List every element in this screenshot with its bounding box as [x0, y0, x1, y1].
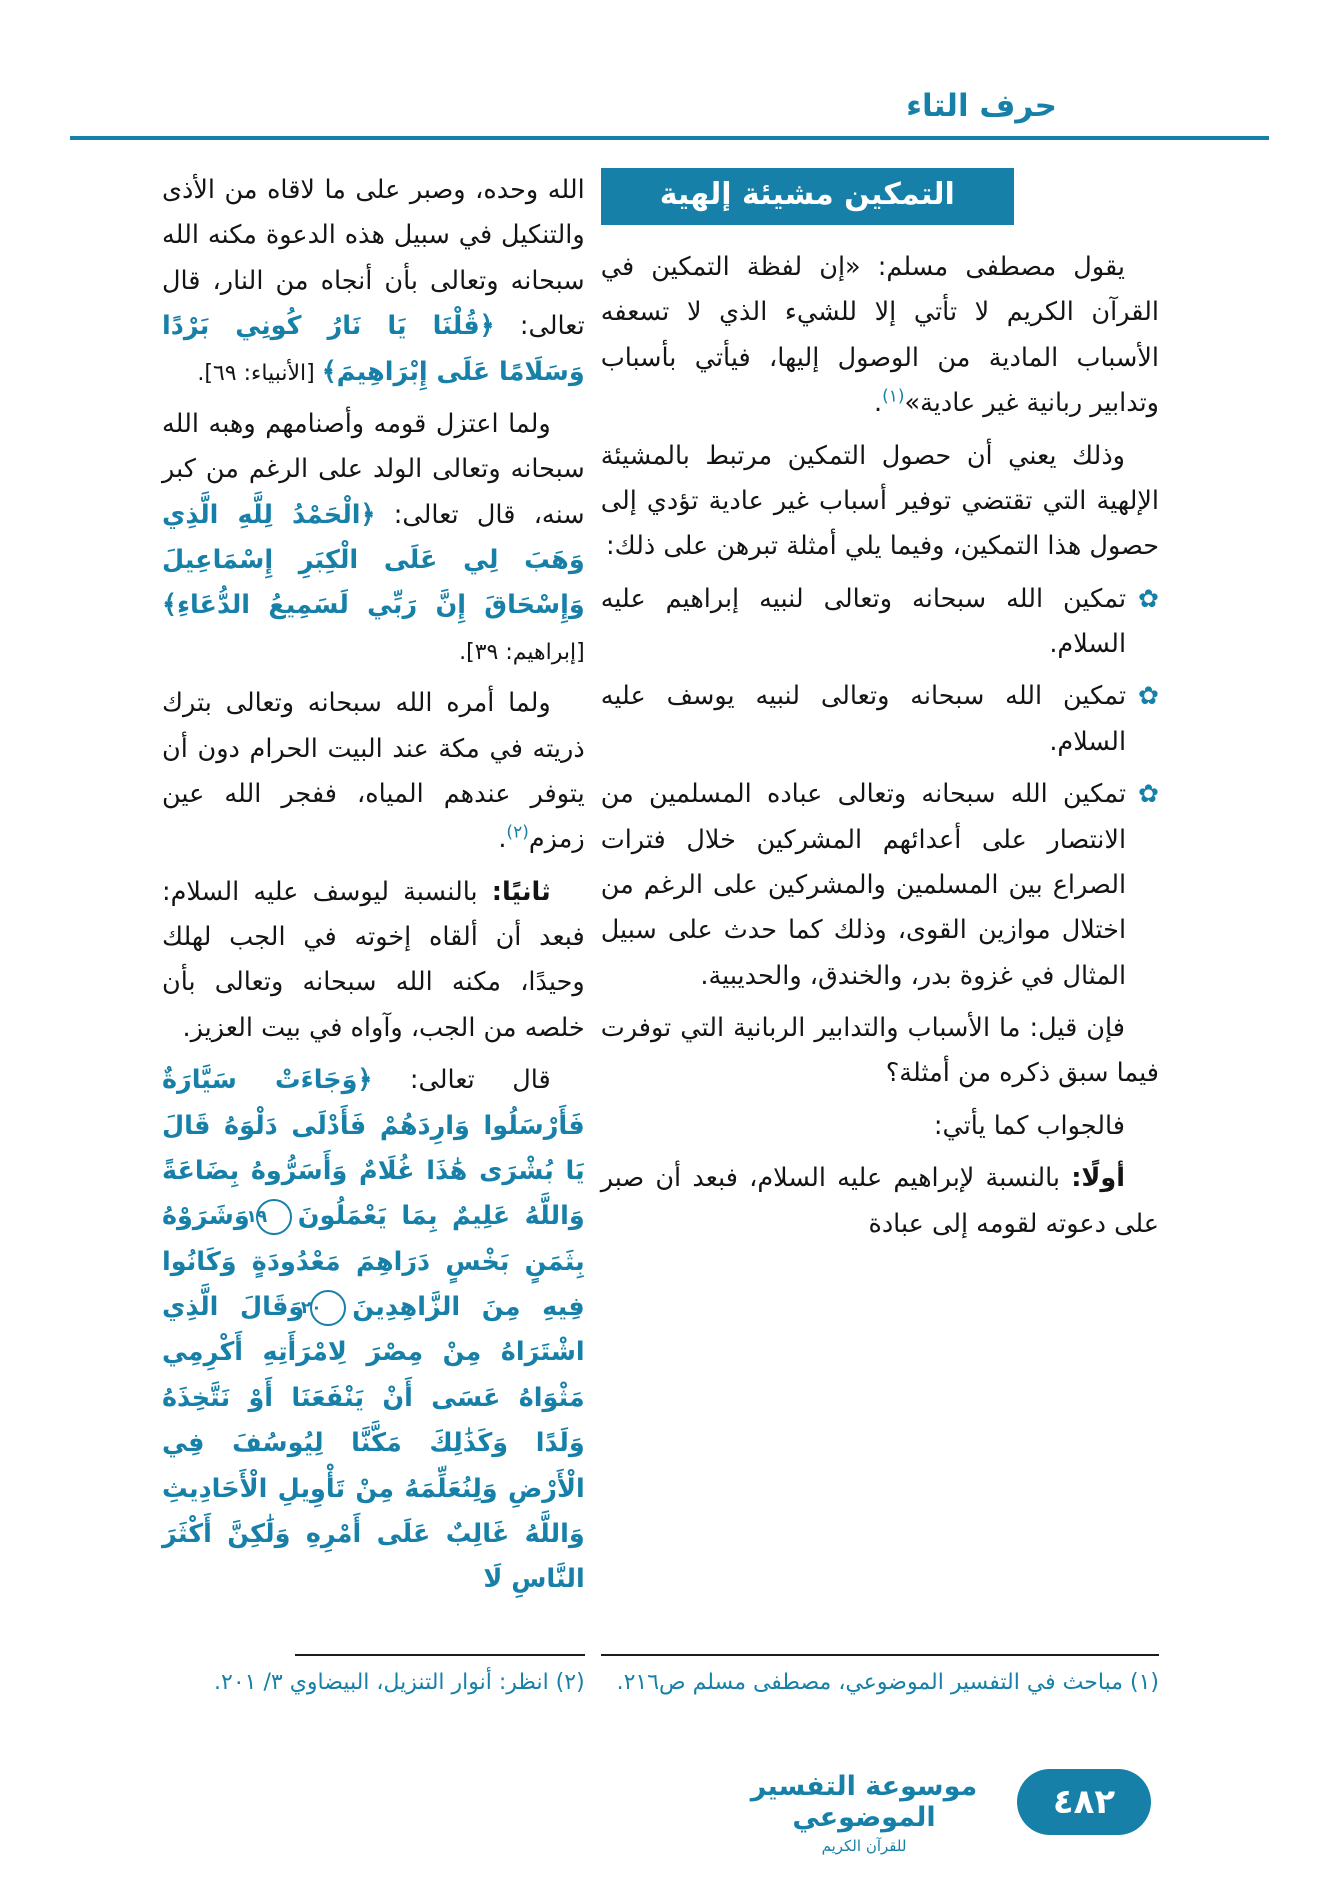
- publisher-emblem: [719, 1771, 1009, 1855]
- list-item: [601, 674, 1159, 772]
- paragraph-text: .: [873, 388, 883, 419]
- quran-verse: وَقَالَ الَّذِي اشْتَرَاهُ مِنْ مِصْرَ لِامْرَأَتِهِ أَكْرِمِي مَثْوَاهُ عَسَى أَنْ يَنْفَعَنَا أَوْ نَتَّخِذَهُ وَلَدًا وَكَذَٰلِكَ مَكَّنَّا لِيُوسُفَ فِي الْأَرْضِ وَلِنُعَلِّمَهُ مِنْ تَأْوِيلِ الْأَحَادِيثِ وَاللَّهُ غَالِبٌ عَلَى أَمْرِهِ وَلَٰكِنَّ أَكْثَرَ النَّاسِ لَا: [162, 1292, 585, 1595]
- paragraph-text: ولما أمره الله سبحانه وتعالى بترك ذريته في مكة عند البيت الحرام دون أن يتوفر عندهم المياه، ففجر الله عين زمزم: [162, 688, 585, 855]
- publisher-emblem-title: موسوعة التفسير الموضوعي: [750, 1771, 978, 1833]
- footnote-ref: (١): [882, 386, 905, 407]
- flower-bullet-icon: ✿: [1138, 779, 1159, 809]
- page-number-badge: ٤٨٢: [1017, 1769, 1151, 1835]
- publisher-emblem-subtitle: للقرآن الكريم: [821, 1837, 907, 1855]
- paragraph-text: يقول مصطفى مسلم: «إن لفظة التمكين في القرآن الكريم لا تأتي إلا للشيء الذي لا تسعفه الأسباب المادية من الوصول إليها، فيأتي بأسباب وتدابير ربانية غير عادية»: [600, 252, 1159, 419]
- paragraph: [162, 870, 585, 1052]
- footnote-area: [162, 1644, 585, 1700]
- ordinal-lead: أولًا:: [1071, 1163, 1125, 1194]
- two-column-layout: [0, 140, 1339, 1700]
- flower-bullet-icon: ✿: [1138, 681, 1159, 711]
- paragraph: [162, 402, 585, 674]
- footnote-divider: [601, 1654, 1159, 1656]
- paragraph: [162, 168, 585, 395]
- left-column: [162, 168, 585, 1700]
- paragraph: وذلك يعني أن حصول التمكين مرتبط بالمشيئة الإلهية التي تقتضي توفير أسباب غير عادية تؤدي إلى حصول هذا التمكين، وفيما يلي أمثلة تبرهن على ذلك:: [600, 440, 1159, 562]
- quran-verse: ﴿الْحَمْدُ لِلَّهِ الَّذِي وَهَبَ لِي عَلَى الْكِبَرِ إِسْمَاعِيلَ وَإِسْحَاقَ إِنَّ رَبِّي لَسَمِيعُ الدُّعَاءِ﴾: [162, 499, 585, 621]
- paragraph: [162, 1058, 585, 1603]
- verse-citation: [الأنبياء: ٦٩].: [197, 360, 322, 386]
- paragraph: فإن قيل: ما الأسباب والتدابير الربانية التي توفرت فيما سبق ذكره من أمثلة؟: [600, 1013, 1159, 1089]
- ordinal-lead: ثانيًا:: [491, 876, 551, 907]
- paragraph: [601, 1156, 1159, 1247]
- quran-verse: ﴿قُلْنَا يَا نَارُ كُونِي بَرْدًا وَسَلَامًا عَلَى إِبْرَاهِيمَ﴾: [162, 311, 585, 387]
- right-column: [601, 168, 1159, 1700]
- section-title: التمكين مشيئة إلهية: [601, 168, 1014, 225]
- paragraph: [162, 681, 585, 863]
- list-item: [601, 772, 1159, 1006]
- quran-verse: ﴿وَجَاءَتْ سَيَّارَةٌ فَأَرْسَلُوا وَارِدَهُمْ فَأَدْلَى دَلْوَهُ قَالَ يَا بُشْرَى هَٰذَا غُلَامٌ وَأَسَرُّوهُ بِضَاعَةً وَاللَّهُ عَلِيمٌ بِمَا يَعْمَلُونَ: [162, 1065, 585, 1232]
- chapter-heading: حرف التاء: [906, 88, 1057, 124]
- quran-verse: وَشَرَوْهُ بِثَمَنٍ بَخْسٍ دَرَاهِمَ مَعْدُودَةٍ وَكَانُوا فِيهِ مِنَ الزَّاهِدِينَ: [162, 1201, 585, 1322]
- paragraph-text: قال تعالى:: [372, 1065, 551, 1096]
- paragraph: فالجواب كما يأتي:: [933, 1110, 1125, 1141]
- footnote-area: [601, 1644, 1159, 1700]
- list-item-text: تمكين الله سبحانه وتعالى عباده المسلمين من الانتصار على أعدائهم المشركين خلال فترات الصراع بين المسلمين والمشركين على الرغم من اختلال موازين القوى، وذلك كما حدث على سبيل المثال في غزوة بدر، والخندق، والحديبية.: [600, 779, 1127, 991]
- list-item-text: تمكين الله سبحانه وتعالى لنبيه إبراهيم عليه السلام.: [600, 583, 1127, 659]
- flower-bullet-icon: ✿: [1138, 583, 1159, 613]
- footnote: (٢) انظر: أنوار التنزيل، البيضاوي ٣/ ٢٠١.: [214, 1669, 585, 1695]
- paragraph-text: .: [498, 824, 507, 855]
- ayah-number-badge: ١٩: [256, 1199, 292, 1235]
- paragraph-text: بالنسبة لإبراهيم عليه السلام، فبعد أن صبر على دعوته لقومه إلى عبادة: [600, 1163, 1159, 1239]
- ayah-number-badge: ٢٠: [310, 1290, 346, 1326]
- paragraph-text: ولما اعتزل قومه وأصنامهم وهبه الله سبحانه وتعالى الولد على الرغم من كبر سنه، قال تعالى:: [162, 408, 585, 530]
- paragraph-text: الله وحده، وصبر على ما لاقاه من الأذى والتنكيل في سبيل هذه الدعوة مكنه الله سبحانه وتعالى بأن أنجاه من النار، قال تعالى:: [162, 175, 585, 342]
- footnote-divider: [295, 1654, 585, 1656]
- footnote: (١) مباحث في التفسير الموضوعي، مصطفى مسلم ص٢١٦.: [616, 1669, 1159, 1695]
- paragraph-text: بالنسبة ليوسف عليه السلام: فبعد أن ألقاه إخوته في الجب لهلك وحيدًا، مكنه الله سبحانه وتعالى بأن خلصه من الجب، وآواه في بيت العزيز.: [162, 876, 585, 1043]
- footnote-ref: (٢): [506, 822, 529, 843]
- paragraph: [601, 245, 1159, 427]
- list-item: [601, 577, 1159, 675]
- page-header: [0, 0, 1339, 140]
- list-item-text: تمكين الله سبحانه وتعالى لنبيه يوسف عليه السلام.: [600, 681, 1127, 757]
- verse-citation: [إبراهيم: ٣٩].: [459, 639, 585, 665]
